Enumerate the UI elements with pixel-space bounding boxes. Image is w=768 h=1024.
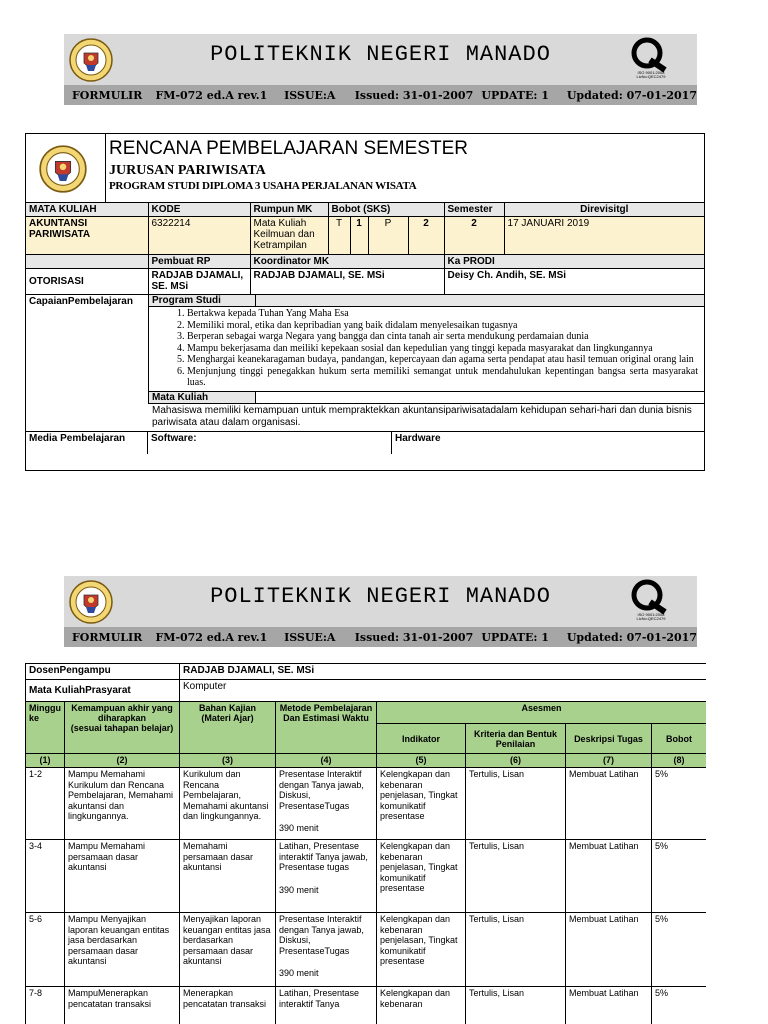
kaprodi-label: Ka PRODI: [444, 255, 704, 269]
program-studi-item: 3. Berperan sebagai warga Negara yang bangga dan cinta tanah air serta mendukung perdamaian dunia: [187, 331, 698, 343]
col-bobot: Bobot (SKS): [328, 203, 444, 217]
rps-title-block: [26, 134, 704, 203]
updated-date: Updated: 07-01-2017: [566, 630, 697, 644]
page-header-1: [64, 34, 697, 105]
rps-info-table: [26, 203, 704, 295]
cell-minggu: 5-6: [26, 913, 65, 987]
hardware-label: Hardware: [395, 432, 441, 444]
cell-indikator: Kelengkapan dan kebenaran penjelasan, Tingkat komunikatif presentase: [377, 913, 466, 987]
num-cell: (6): [466, 754, 566, 768]
estimasi-waktu: 390 menit: [279, 823, 319, 833]
rumpun-value: Mata Kuliah Keilmuan dan Ketrampilan: [250, 217, 328, 255]
cell-kemampuan: MampuMenerapkan pencatatan transaksi: [65, 987, 180, 1024]
p-label: P: [368, 217, 408, 255]
media-row: [26, 432, 704, 454]
cell-bobot: 5%: [652, 840, 707, 913]
h-kriteria: Kriteria dan Bentuk Penilaian: [466, 724, 566, 754]
cell-minggu: 1-2: [26, 768, 65, 840]
form-code: FM-072 ed.A rev.1: [155, 88, 268, 102]
kaprodi-value: Deisy Ch. Andih, SE. MSi: [444, 269, 704, 295]
cell-minggu: 7-8: [26, 987, 65, 1024]
pembuat-label: Pembuat RP: [148, 255, 250, 269]
rps-title: RENCANA PEMBELAJARAN SEMESTER: [109, 138, 468, 159]
cell-bahan: Menyajikan laporan keuangan entitas jasa berdasarkan persamaan dasar akuntansi: [180, 913, 276, 987]
cell-bobot: 5%: [652, 987, 707, 1024]
cell-deskripsi: Membuat Latihan: [566, 768, 652, 840]
h-indikator: Indikator: [377, 724, 466, 754]
h-minggu: Minggu ke: [26, 702, 65, 754]
cell-deskripsi: Membuat Latihan: [566, 987, 652, 1024]
header-bar: [64, 85, 697, 105]
cell-bahan: Memahami persamaan dasar akuntansi: [180, 840, 276, 913]
update-label: UPDATE: 1: [481, 88, 549, 102]
prasyarat-label: Mata KuliahPrasyarat: [26, 680, 180, 702]
table-row: [26, 840, 707, 913]
formulir-label: FORMULIR: [72, 630, 143, 644]
mata-kuliah-value: AKUNTANSI PARIWISATA: [26, 217, 148, 255]
mata-kuliah-desc: Mahasiswa memiliki kemampuan untuk mempraktekkan akuntansipariwisatadalam kehidupan sehari-hari dan dunia bisnis pariwisata atau dalam organisasi.: [26, 404, 704, 432]
form-code: FM-072 ed.A rev.1: [155, 630, 268, 644]
estimasi-waktu: 390 menit: [279, 884, 319, 895]
issue-label: ISSUE:A: [284, 630, 336, 644]
table-row: [26, 768, 707, 840]
rps-table: [25, 133, 705, 471]
cell-bobot: 5%: [652, 768, 707, 840]
program-studi-item: 6. Menjunjung tinggi penegakkan hukum serta memiliki semangat untuk mendahulukan kepentingan bangsa serta masyarakat luas.: [187, 366, 698, 389]
cell-deskripsi: Membuat Latihan: [566, 840, 652, 913]
media-label: Media Pembelajaran: [26, 432, 148, 454]
col-rumpun: Rumpun MK: [250, 203, 328, 217]
cell-kriteria: Tertulis, Lisan: [466, 840, 566, 913]
cell-kemampuan: Mampu Menyajikan laporan keuangan entitas jasa berdasarkan persamaan dasar akuntansi: [65, 913, 180, 987]
num-cell: (8): [652, 754, 707, 768]
header-bar: [64, 627, 697, 647]
page-header-2: [64, 576, 697, 647]
h-bahan: Bahan Kajian (Materi Ajar): [180, 702, 276, 754]
updated-date: Updated: 07-01-2017: [566, 88, 697, 102]
cell-kemampuan: Mampu Memahami persamaan dasar akuntansi: [65, 840, 180, 913]
program-studi-item: 4. Mampu bekerjasama dan meiliki kepekaan sosial dan kepedulian yang tinggi kepada masyarakat dan lingkungannya: [187, 343, 698, 355]
cell-metode: Presentase Interaktif dengan Tanya jawab, Diskusi, PresentaseTugas 390 menit: [276, 913, 377, 987]
prasyarat-value: Komputer: [180, 680, 707, 702]
cell-bobot: 5%: [652, 913, 707, 987]
cell-metode: Latihan, Presentase interaktif Tanya: [276, 987, 377, 1024]
cell-kriteria: Tertulis, Lisan: [466, 913, 566, 987]
institution-title: POLITEKNIK NEGERI MANADO: [210, 584, 551, 609]
cell-minggu: 3-4: [26, 840, 65, 913]
num-cell: (1): [26, 754, 65, 768]
num-cell: (4): [276, 754, 377, 768]
dosen-value: RADJAB DJAMALI, SE. MSi: [180, 664, 707, 680]
cell-indikator: Kelengkapan dan kebenaran penjelasan, Tingkat komunikatif presentase: [377, 840, 466, 913]
prodi-title: PROGRAM STUDI DIPLOMA 3 USAHA PERJALANAN WISATA: [109, 180, 417, 192]
cell-kriteria: Tertulis, Lisan: [466, 987, 566, 1024]
num-cell: (3): [180, 754, 276, 768]
cell-kemampuan: Mampu Memahami Kurikulum dan Rencana Pembelajaran, Memahami akuntansi dan lingkungannya.: [65, 768, 180, 840]
issued-date: Issued: 31-01-2007: [354, 88, 474, 102]
capaian-block: [26, 295, 704, 404]
num-cell: (2): [65, 754, 180, 768]
col-direvisi: Direvisitgl: [504, 203, 704, 217]
iso-text: ISO 9001:2008 LicNo:QEC2479: [636, 70, 666, 79]
number-row: [26, 754, 707, 768]
program-studi-list: [179, 308, 698, 389]
num-cell: (7): [566, 754, 652, 768]
cell-indikator: Kelengkapan dan kebenaran: [377, 987, 466, 1024]
h-bobot: Bobot: [652, 724, 707, 754]
software-label: Software:: [148, 432, 392, 454]
issue-label: ISSUE:A: [284, 88, 336, 102]
cell-metode: Presentase Interaktif dengan Tanya jawab, Diskusi, PresentaseTugas 390 menit: [276, 768, 377, 840]
jurusan-title: JURUSAN PARIWISATA: [109, 163, 266, 178]
program-studi-item: 2. Memiliki moral, etika dan kepribadian yang baik didalam menyelesaikan tugasnya: [187, 320, 698, 332]
cell-indikator: Kelengkapan dan kebenaran penjelasan, Tingkat komunikatif presentase: [377, 768, 466, 840]
program-studi-item: 5. Menghargai keanekaragaman budaya, pandangan, kepercayaan dan agama serta pendapat atau hasil temuan original orang lain: [187, 354, 698, 366]
direvisi-value: 17 JANUARI 2019: [504, 217, 704, 255]
h-deskripsi: Deskripsi Tugas: [566, 724, 652, 754]
otorisasi-label: OTORISASI: [26, 269, 148, 295]
t-value: 1: [350, 217, 368, 255]
capaian-label: CapaianPembelajaran: [29, 296, 133, 307]
cell-metode: Latihan, Presentase interaktif Tanya jawab, Presentase tugas 390 menit: [276, 840, 377, 913]
semester-value: 2: [444, 217, 504, 255]
num-cell: (5): [377, 754, 466, 768]
update-label: UPDATE: 1: [481, 630, 549, 644]
dosen-label: DosenPengampu: [26, 664, 180, 680]
program-studi-item: 1. Bertakwa kepada Tuhan Yang Maha Esa: [187, 308, 698, 320]
kode-value: 6322214: [148, 217, 250, 255]
header-top: [64, 34, 697, 85]
issued-date: Issued: 31-01-2007: [354, 630, 474, 644]
pembuat-value: RADJAB DJAMALI, SE. MSi: [148, 269, 250, 295]
koordinator-value: RADJAB DJAMALI, SE. MSi: [250, 269, 444, 295]
col-mata-kuliah: MATA KULIAH: [26, 203, 148, 217]
col-kode: KODE: [148, 203, 250, 217]
header-top: [64, 576, 697, 627]
p-value: 2: [408, 217, 444, 255]
program-studi-label: Program Studi: [149, 295, 256, 306]
institution-title: POLITEKNIK NEGERI MANADO: [210, 42, 551, 67]
h-kemampuan: Kemampuan akhir yang diharapkan (sesuai tahapan belajar): [65, 702, 180, 754]
h-asesmen: Asesmen: [377, 702, 707, 724]
cell-kriteria: Tertulis, Lisan: [466, 768, 566, 840]
estimasi-waktu: 390 menit: [279, 968, 319, 978]
koordinator-label: Koordinator MK: [250, 255, 444, 269]
table-row: [26, 987, 707, 1024]
cell-bahan: Kurikulum dan Rencana Pembelajaran, Memahami akuntansi dan lingkungannya.: [180, 768, 276, 840]
formulir-label: FORMULIR: [72, 88, 143, 102]
t-label: T: [328, 217, 350, 255]
iso-text: ISO 9001:2008 LicNo:QEC2479: [636, 612, 666, 621]
cell-bahan: Menerapkan pencatatan transaksi: [180, 987, 276, 1024]
mata-kuliah-label: Mata Kuliah: [149, 392, 256, 403]
schedule-table: [25, 663, 706, 1024]
polimdo-logo-icon: [38, 144, 88, 194]
col-semester: Semester: [444, 203, 504, 217]
cell-deskripsi: Membuat Latihan: [566, 913, 652, 987]
schedule-wrapper: [25, 663, 706, 1024]
table-row: [26, 913, 707, 987]
h-metode: Metode Pembelajaran Dan Estimasi Waktu: [276, 702, 377, 754]
